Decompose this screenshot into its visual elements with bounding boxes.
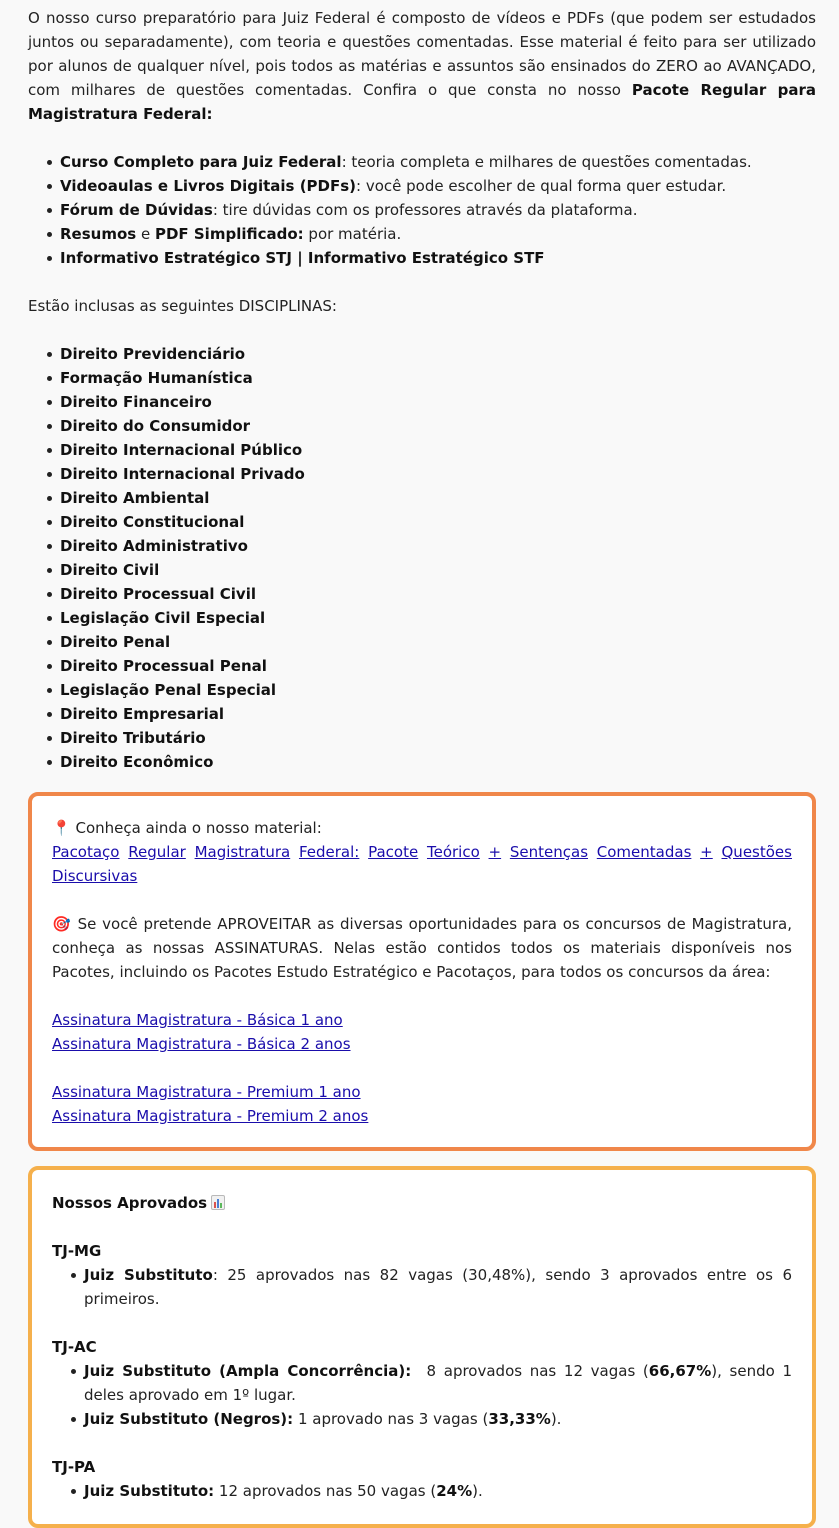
group-list-tjpa: [52, 1479, 792, 1503]
item-text: 12 aprovados nas 50 vagas (: [214, 1482, 437, 1500]
discipline-item: [46, 726, 816, 750]
item-text: : 25 aprovados nas 82 vagas (30,48%), sendo 3 aprovados entre os 6 primeiros.: [84, 1266, 793, 1308]
discipline-name: Legislação Penal Especial: [60, 681, 277, 699]
assinaturas-paragraph: [52, 912, 792, 984]
discipline-item: [46, 654, 816, 678]
discipline-item: [46, 342, 816, 366]
feature-title: Resumos: [60, 225, 137, 243]
discipline-name: Direito Internacional Privado: [60, 465, 305, 483]
pacotaco-link-cont[interactable]: Discursivas: [52, 867, 138, 885]
list-item: [46, 222, 816, 246]
list-item: [46, 150, 816, 174]
discipline-item: [46, 438, 816, 462]
discipline-item: [46, 414, 816, 438]
list-item: [84, 1407, 792, 1431]
list-item: [84, 1263, 792, 1311]
link-basica-2-anos[interactable]: Assinatura Magistratura - Básica 2 anos: [52, 1035, 351, 1053]
disciplines-intro: Estão inclusas as seguintes DISCIPLINAS:: [28, 297, 337, 315]
group-title-tjmg: [52, 1239, 792, 1263]
discipline-name: Direito Penal: [60, 633, 171, 651]
link-word[interactable]: Sentenças: [509, 843, 589, 861]
pacotaco-link[interactable]: [52, 840, 792, 864]
list-item: [84, 1359, 792, 1407]
disciplines-list: [28, 342, 816, 774]
material-box: [28, 792, 816, 1151]
link-word[interactable]: Questões: [721, 843, 792, 861]
intro-paragraph: [28, 6, 816, 126]
link-premium-1-ano[interactable]: Assinatura Magistratura - Premium 1 ano: [52, 1083, 361, 1101]
approved-title: [52, 1191, 792, 1215]
discipline-name: Direito Previdenciário: [60, 345, 246, 363]
link-word[interactable]: Pacote: [368, 843, 419, 861]
feature-text: : você pode escolher de qual forma quer estudar.: [356, 177, 727, 195]
discipline-name: Legislação Civil Especial: [60, 609, 266, 627]
feature-text: : tire dúvidas com os professores através da plataforma.: [212, 201, 638, 219]
discipline-name: Direito Empresarial: [60, 705, 225, 723]
discipline-name: Direito Internacional Público: [60, 441, 303, 459]
discipline-name: Direito Constitucional: [60, 513, 245, 531]
list-item: [84, 1479, 792, 1503]
assinaturas-text: Se você pretende APROVEITAR as diversas oportunidades para os concursos de Magistratura, conheça as nossas ASSINATURAS. Nelas estão contidos todos os materiais disponíveis nos Pacotes, incluindo os Pacotes Estudo Estratégico e Pacotaços, para todos os concursos da área:: [52, 915, 792, 981]
discipline-item: [46, 750, 816, 774]
intro-text: O nosso curso preparatório para Juiz Federal é composto de vídeos e PDFs (que podem ser estudados juntos ou separadamente), com teoria e questões comentadas. Esse material é feito para ser utilizado por alunos de qualquer nível, pois todos as matérias e assuntos são ensinados do ZERO ao AVANÇADO, com milhares de questões comentadas. Confira o que consta no nosso: [28, 9, 816, 99]
group-list-tjac: [52, 1359, 792, 1431]
link-basica-1-ano[interactable]: Assinatura Magistratura - Básica 1 ano: [52, 1011, 343, 1029]
feature-title: Videoaulas e Livros Digitais (PDFs): [60, 177, 357, 195]
discipline-name: Direito Financeiro: [60, 393, 212, 411]
discipline-item: [46, 702, 816, 726]
link-premium-2-anos[interactable]: Assinatura Magistratura - Premium 2 anos: [52, 1107, 369, 1125]
feature-title: Curso Completo para Juiz Federal: [60, 153, 342, 171]
discipline-item: [46, 510, 816, 534]
discipline-item: [46, 678, 816, 702]
discipline-name: Direito Processual Penal: [60, 657, 267, 675]
feature-text: e: [136, 225, 155, 243]
discipline-item: [46, 558, 816, 582]
link-word[interactable]: Comentadas: [596, 843, 692, 861]
item-text: 1 aprovado nas 3 vagas (: [293, 1410, 489, 1428]
approved-box: [28, 1166, 816, 1528]
group-list-tjmg: [52, 1263, 792, 1311]
item-percent: 33,33%: [488, 1410, 551, 1428]
target-icon: 🎯: [52, 915, 72, 933]
discipline-item: [46, 366, 816, 390]
feature-text: : teoria completa e milhares de questões comentadas.: [341, 153, 752, 171]
list-item: [46, 246, 816, 270]
item-percent: 66,67%: [648, 1362, 712, 1380]
discipline-name: Direito do Consumidor: [60, 417, 251, 435]
link-word[interactable]: Regular: [128, 843, 186, 861]
discipline-item: [46, 462, 816, 486]
item-text: 8 aprovados nas 12 vagas (: [411, 1362, 649, 1380]
item-title: Juiz Substituto: [84, 1266, 213, 1284]
discipline-name: Direito Processual Civil: [60, 585, 256, 603]
discipline-item: [46, 486, 816, 510]
discipline-name: Direito Ambiental: [60, 489, 210, 507]
link-word[interactable]: Federal:: [298, 843, 360, 861]
link-word[interactable]: Magistratura: [194, 843, 291, 861]
group-title-text: TJ-AC: [52, 1338, 97, 1356]
bar-chart-icon: [211, 1195, 225, 1210]
material-heading: [52, 816, 792, 840]
list-item: [46, 174, 816, 198]
features-list: [28, 150, 816, 270]
feature-title: PDF Simplificado:: [154, 225, 304, 243]
discipline-name: Direito Administrativo: [60, 537, 248, 555]
group-title-tjpa: [52, 1455, 792, 1479]
item-text: ).: [550, 1410, 562, 1428]
feature-title: Informativo Estratégico STJ | Informativo Estratégico STF: [60, 249, 545, 267]
discipline-name: Direito Civil: [60, 561, 160, 579]
feature-title: Fórum de Dúvidas: [60, 201, 213, 219]
discipline-item: [46, 534, 816, 558]
material-heading-text: Conheça ainda o nosso material:: [75, 819, 322, 837]
approved-title-text: Nossos Aprovados: [52, 1194, 208, 1212]
link-word[interactable]: +: [488, 843, 502, 861]
link-word[interactable]: +: [700, 843, 713, 861]
item-text: ).: [472, 1482, 483, 1500]
feature-text: por matéria.: [303, 225, 402, 243]
link-word[interactable]: Pacotaço: [52, 843, 120, 861]
list-item: [46, 198, 816, 222]
discipline-name: Formação Humanística: [60, 369, 253, 387]
discipline-item: [46, 390, 816, 414]
item-title: Juiz Substituto (Negros):: [84, 1410, 294, 1428]
pin-icon: 📍: [52, 819, 71, 837]
group-title-text: TJ-PA: [52, 1458, 96, 1476]
group-title-text: TJ-MG: [52, 1242, 102, 1260]
item-text: ), sendo 1 deles aprovado em 1º lugar.: [84, 1362, 793, 1404]
discipline-item: [46, 582, 816, 606]
item-title: Juiz Substituto:: [84, 1482, 215, 1500]
discipline-item: [46, 606, 816, 630]
discipline-name: Direito Econômico: [60, 753, 214, 771]
item-percent: 24%: [436, 1482, 473, 1500]
discipline-name: Direito Tributário: [60, 729, 206, 747]
group-title-tjac: [52, 1335, 792, 1359]
link-word[interactable]: Teórico: [426, 843, 480, 861]
item-title: Juiz Substituto (Ampla Concorrência):: [84, 1362, 412, 1380]
discipline-item: [46, 630, 816, 654]
intro-bold: Pacote Regular para Magistratura Federal:: [28, 81, 816, 123]
